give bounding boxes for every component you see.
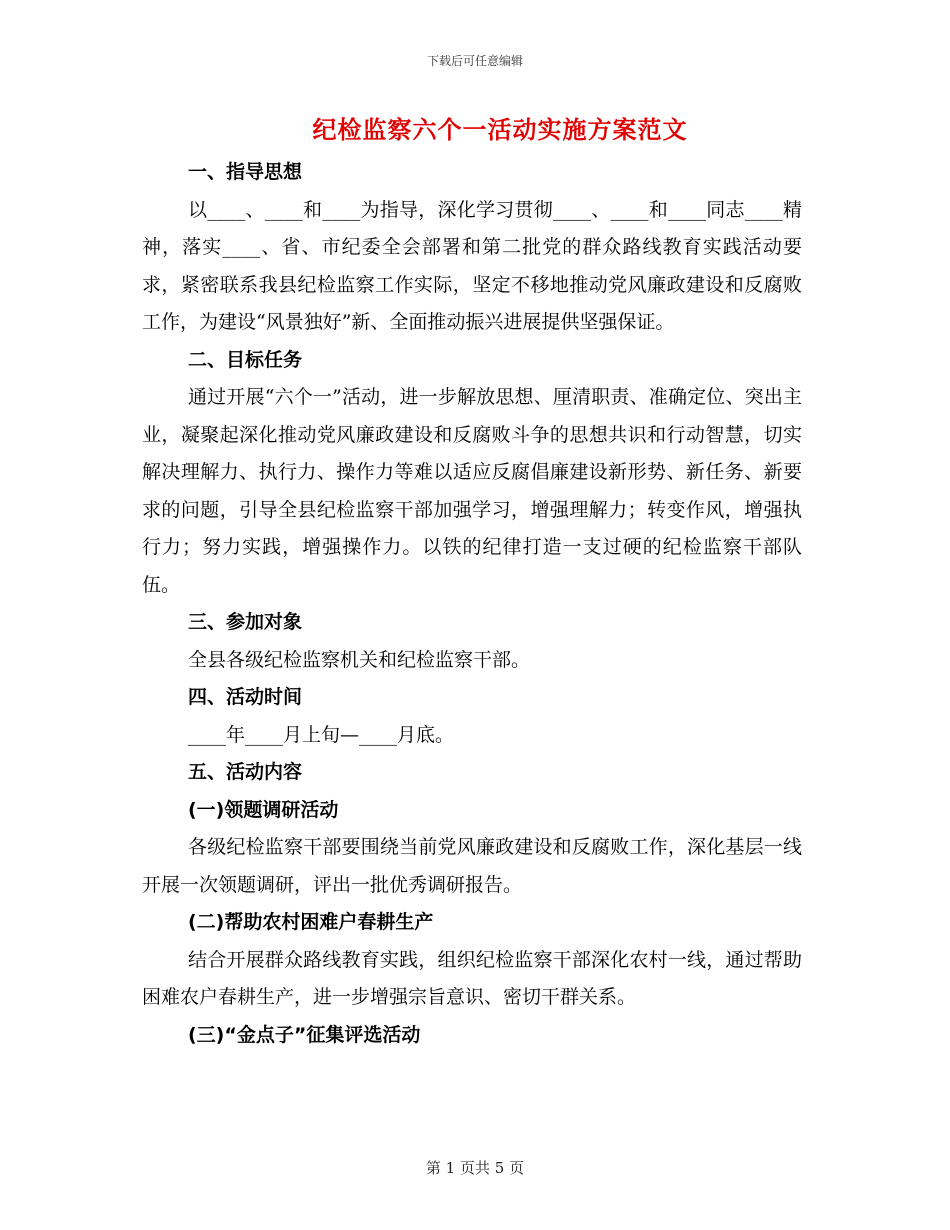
section-paragraph: 各级纪检监察干部要围绕当前党风廉政建设和反腐败工作，深化基层一线开展一次领题调研，评出一批优秀调研报告。	[142, 836, 802, 896]
page-header-note: 下载后可任意编辑	[426, 54, 523, 68]
subsection-heading: (三)“金点子”征集评选活动	[188, 1023, 421, 1046]
section-paragraph: 通过开展“六个一”活动，进一步解放思想、厘清职责、准确定位、突出主业，凝聚起深化推动党风廉政建设和反腐败斗争的思想共识和行动智慧，切实解决理解力、执行力、操作力等难以适应反腐倡廉建设新形势、新任务、新要求的问题，引导全县纪检监察干部加强学习，增强理解力；转变作风，增强执行力；努力实践，增强操作力。以铁的纪律打造一支过硬的纪检监察干部队伍。	[142, 386, 802, 596]
section-paragraph: ____年____月上旬—____月底。	[188, 723, 455, 746]
section-heading: 二、目标任务	[188, 348, 303, 371]
section-paragraph: 全县各级纪检监察机关和纪检监察干部。	[188, 648, 531, 671]
section-paragraph: 结合开展群众路线教育实践，组织纪检监察干部深化农村一线，通过帮助困难农户春耕生产，进一步增强宗旨意识、密切干群关系。	[142, 948, 802, 1008]
document-title: 纪检监察六个一活动实施方案范文	[312, 115, 688, 144]
section-heading: 一、指导思想	[188, 161, 303, 183]
section-heading: 五、活动内容	[188, 761, 303, 783]
subsection-heading: (二)帮助农村困难户春耕生产	[188, 911, 434, 933]
section-heading: 三、参加对象	[188, 611, 303, 633]
section-heading: 四、活动时间	[188, 686, 303, 708]
section-paragraph: 以____、____和____为指导，深化学习贯彻____、____和____同志____精神，落实____、省、市纪委全会部署和第二批党的群众路线教育实践活动要求，紧密联系我县纪检监察工作实际，坚定不移地推动党风廉政建设和反腐败工作，为建设“风景独好”新、全面推动振兴进展提供坚强保证。	[142, 198, 802, 333]
document-body	[142, 154, 802, 1054]
page-number: 第 1 页共 5 页	[425, 1159, 525, 1177]
subsection-heading: (一)领题调研活动	[188, 798, 339, 821]
